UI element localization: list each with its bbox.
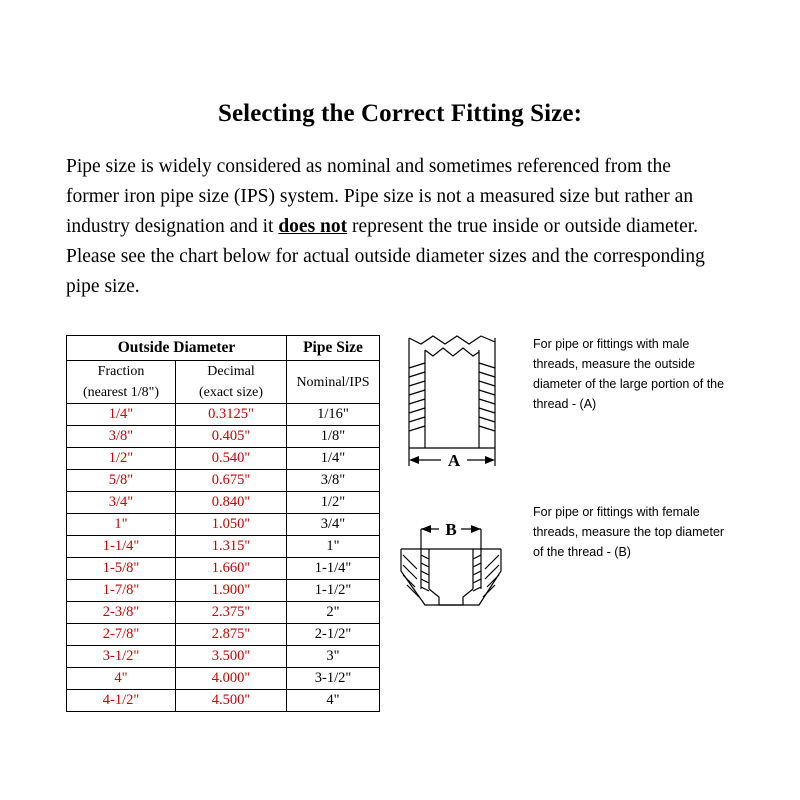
cell-decimal: 0.540" — [176, 448, 287, 470]
cell-decimal: 2.375" — [176, 602, 287, 624]
intro-text-part1: Pipe size is widely considered as nominal and sometimes referenced from the former iron pipe size (IPS) system. Pipe size is not a measured size but rather an industry designation and it — [66, 156, 694, 237]
male-thread-note: For pipe or fittings with male threads, measure the outside diameter of the large portion of the thread - (A) — [533, 337, 725, 411]
female-thread-drawing — [395, 505, 515, 645]
cell-fraction: 1-7/8" — [67, 580, 176, 602]
cell-pipe-size: 1-1/2" — [287, 580, 380, 602]
male-thread-diagram — [395, 330, 515, 475]
cell-pipe-size: 3" — [287, 646, 380, 668]
cell-fraction: 2-7/8" — [67, 624, 176, 646]
cell-pipe-size: 1" — [287, 536, 380, 558]
cell-fraction: 3/8" — [67, 426, 176, 448]
table-row — [67, 426, 380, 448]
cell-fraction: 1-5/8" — [67, 558, 176, 580]
cell-decimal: 1.050" — [176, 514, 287, 536]
cell-decimal: 4.500" — [176, 690, 287, 712]
table-row — [67, 514, 380, 536]
cell-pipe-size: 1/16" — [287, 404, 380, 426]
cell-fraction: 1/4" — [67, 404, 176, 426]
cell-fraction: 4" — [67, 668, 176, 690]
cell-fraction: 1" — [67, 514, 176, 536]
female-thread-note: For pipe or fittings with female threads, measure the top diameter of the thread - (B) — [533, 505, 725, 559]
sub-header-fraction-line2: (nearest 1/8") — [82, 385, 160, 400]
table-row — [67, 668, 380, 690]
cell-fraction: 1/2" — [67, 448, 176, 470]
cell-decimal: 4.000" — [176, 668, 287, 690]
cell-fraction: 1-1/4" — [67, 536, 176, 558]
sub-header-decimal — [176, 361, 287, 404]
cell-decimal: 0.3125" — [176, 404, 287, 426]
cell-fraction: 3-1/2" — [67, 646, 176, 668]
group-header-outside-diameter: Outside Diameter — [67, 336, 287, 361]
sub-header-nominal-line1: Nominal/IPS — [296, 374, 370, 390]
cell-decimal: 2.875" — [176, 624, 287, 646]
male-thread-drawing — [395, 330, 515, 475]
table-row — [67, 624, 380, 646]
table-row — [67, 580, 380, 602]
female-dimension-label: B — [445, 520, 457, 539]
table-head — [67, 336, 380, 404]
cell-decimal: 0.675" — [176, 470, 287, 492]
cell-decimal: 1.660" — [176, 558, 287, 580]
cell-pipe-size: 2-1/2" — [287, 624, 380, 646]
cell-fraction: 2-3/8" — [67, 602, 176, 624]
cell-fraction: 5/8" — [67, 470, 176, 492]
cell-decimal: 0.840" — [176, 492, 287, 514]
fitting-size-table — [66, 335, 380, 712]
intro-paragraph — [66, 152, 714, 302]
table-row — [67, 536, 380, 558]
sub-header-nominal — [287, 361, 380, 404]
table-row — [67, 492, 380, 514]
page-title: Selecting the Correct Fitting Size: — [217, 100, 583, 127]
table-sub-header-row — [67, 361, 380, 404]
sub-header-decimal-line1: Decimal — [207, 364, 255, 379]
cell-pipe-size: 1-1/4" — [287, 558, 380, 580]
intro-text-part2: represent the true inside or outside diameter. Please see the chart below for actual outside diameter sizes and the corresponding pipe size. — [66, 216, 705, 297]
table-row — [67, 448, 380, 470]
table-row — [67, 470, 380, 492]
table-row — [67, 690, 380, 712]
table-row — [67, 404, 380, 426]
cell-pipe-size: 3/8" — [287, 470, 380, 492]
cell-pipe-size: 1/8" — [287, 426, 380, 448]
table-row — [67, 602, 380, 624]
intro-emphasis: does not — [278, 216, 348, 237]
cell-fraction: 3/4" — [67, 492, 176, 514]
female-thread-diagram — [395, 505, 515, 645]
cell-decimal: 3.500" — [176, 646, 287, 668]
table-group-header-row — [67, 336, 380, 361]
table-body — [67, 404, 380, 712]
cell-pipe-size: 2" — [287, 602, 380, 624]
cell-decimal: 0.405" — [176, 426, 287, 448]
table-row — [67, 558, 380, 580]
group-header-pipe-size: Pipe Size — [287, 336, 380, 361]
cell-pipe-size: 3/4" — [287, 514, 380, 536]
cell-pipe-size: 4" — [287, 690, 380, 712]
cell-pipe-size: 3-1/2" — [287, 668, 380, 690]
cell-pipe-size: 1/2" — [287, 492, 380, 514]
cell-decimal: 1.315" — [176, 536, 287, 558]
sub-header-decimal-line2: (exact size) — [198, 385, 264, 400]
cell-decimal: 1.900" — [176, 580, 287, 602]
male-dimension-label: A — [447, 451, 461, 470]
cell-fraction: 4-1/2" — [67, 690, 176, 712]
sub-header-fraction-line1: Fraction — [97, 364, 145, 379]
sub-header-fraction — [67, 361, 176, 404]
table-row — [67, 646, 380, 668]
cell-pipe-size: 1/4" — [287, 448, 380, 470]
